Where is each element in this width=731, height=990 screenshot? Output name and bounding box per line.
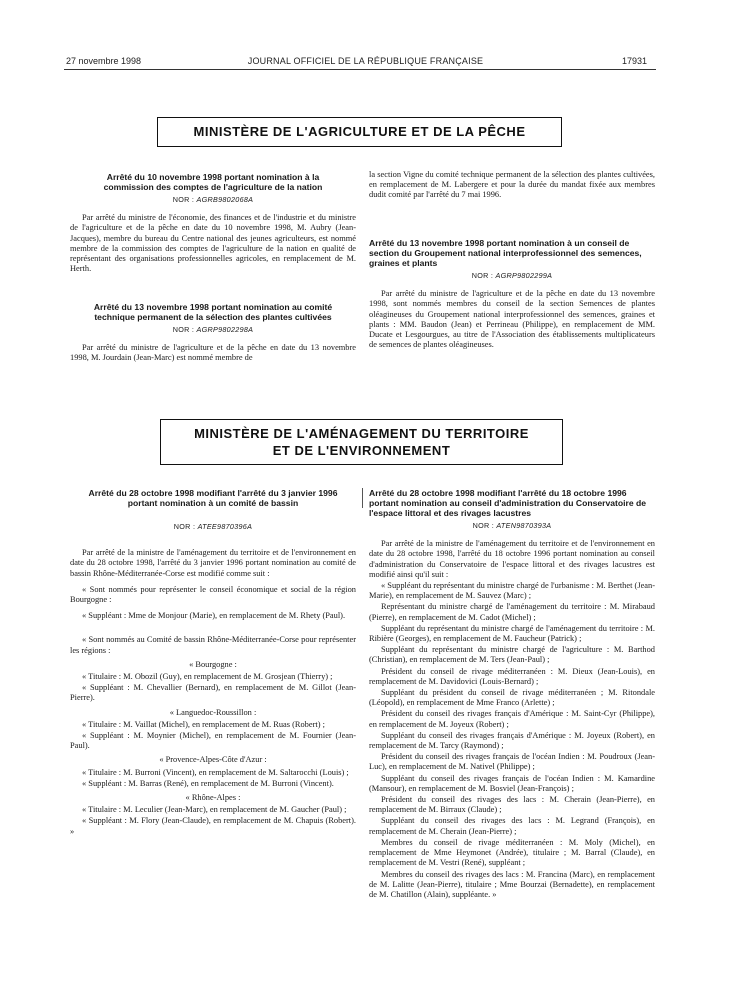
paragraph: « Suppléant du représentant du ministre chargé de l'urbanisme : M. Berthet (Jean-Marie), en remplacement de M. Sauvez (Marc) ; bbox=[369, 581, 655, 601]
paragraph: Suppléant du conseil des rivages français d'Amérique : M. Joyeux (Robert), en remplacement de M. Tarcy (Raymond) ; bbox=[369, 730, 655, 751]
article-title: Arrêté du 10 novembre 1998 portant nomination à la commission des comptes de l'agriculture de la nation bbox=[103, 172, 323, 192]
article-comite-bassin bbox=[70, 488, 356, 837]
paragraph: « Titulaire : M. Leculier (Jean-Marc), en remplacement de M. Gaucher (Paul) ; bbox=[82, 805, 347, 815]
header-rule bbox=[64, 69, 656, 70]
ministry-amenagement-banner bbox=[160, 419, 563, 465]
nor-code: AGRP9802298A bbox=[196, 325, 254, 334]
paragraph: Président du conseil de rivage méditerranéen : M. Dieux (Jean-Louis), en remplacement de M. Davidovici (Louis-Bernard) ; bbox=[369, 666, 655, 686]
nor-label: NOR : bbox=[172, 325, 195, 334]
article-title: Arrêté du 13 novembre 1998 portant nomination au comité technique permanent de la sélection des plantes cultivées bbox=[93, 302, 333, 322]
article-conseil-section bbox=[369, 238, 655, 350]
nor-code: AGRP9802299A bbox=[495, 271, 553, 280]
nor-label: NOR : bbox=[472, 521, 495, 530]
region-heading: « Languedoc-Roussillon : bbox=[169, 707, 257, 717]
page-number: 17931 bbox=[622, 56, 648, 66]
nor-label: NOR : bbox=[471, 271, 494, 280]
nor-code: ATEN9870393A bbox=[496, 521, 552, 530]
nor-reference bbox=[369, 521, 655, 531]
paragraph: Représentant du ministre chargé de l'aménagement du territoire : M. Mirabaud (Pierre), en remplacement de M. Cadot (Michel) ; bbox=[369, 602, 655, 622]
paragraph: Suppléant du représentant du ministre chargé de l'aménagement du territoire : M. Ribière (Georges), en remplacement de M. Faucheur (Patrick) ; bbox=[369, 623, 655, 644]
paragraph: Président du conseil des rivages français de l'océan Indien : M. Poudroux (Jean-Luc), en remplacement de M. Nativel (Philippe) ; bbox=[369, 752, 655, 772]
paragraph: Membres du conseil de rivage méditerranéen : M. Moly (Michel), en remplacement de Mme Heymonet (Andrée), titulaire ; M. Barral (Claude), en remplacement de M. Vestri (René), suppléant ; bbox=[369, 837, 655, 868]
article-title: Arrêté du 28 octobre 1998 modifiant l'arrêté du 3 janvier 1996 portant nomination à un comité de bassin bbox=[88, 488, 338, 508]
paragraph: Suppléant du président du conseil de rivage méditerranéen ; M. Ritondale (Léopold), en remplacement de Mme Franco (Arlette) ; bbox=[369, 688, 655, 708]
paragraph: Par arrêté de la ministre de l'aménagement du territoire et de l'environnement en date du 28 octobre 1998, l'arrêté du 18 octobre 1996 portant nomination au conseil d'administration du Conservatoire de l'espace littoral et des rivages lacustres est modifié ainsi qu'il suit : bbox=[369, 539, 655, 579]
nor-reference bbox=[369, 271, 655, 281]
paragraph: « Suppléant : Mme de Monjour (Marie), en remplacement de M. Rhety (Paul). bbox=[82, 611, 346, 621]
paragraph: « Suppléant : M. Moynier (Michel), en remplacement de M. Fournier (Jean-Paul). bbox=[70, 731, 356, 751]
article-body-continued: la section Vigne du comité technique permanent de la sélection des plantes cultivées, en remplacement de M. Labergere et pour la durée du mandat fixée aux membres dudit comité par l'arrêté du 7 mai 1996. bbox=[369, 170, 655, 200]
region-heading: « Bourgogne : bbox=[189, 659, 237, 669]
paragraph: Suppléant du conseil des rivages français de l'océan Indien : M. Kamardine (Mansour), en remplacement de M. Bosviel (Jean-François) ; bbox=[369, 773, 655, 793]
nor-reference bbox=[70, 522, 356, 532]
region-heading: « Rhône-Alpes : bbox=[185, 793, 241, 803]
ministry-line-1: MINISTÈRE DE L'AMÉNAGEMENT DU TERRITOIRE bbox=[194, 426, 529, 441]
article-comptes-agriculture bbox=[70, 172, 356, 274]
article-body: Par arrêté du ministre de l'agriculture et de la pêche en date du 13 novembre 1998, M. Jourdain (Jean-Marc) est nommé membre de bbox=[70, 343, 356, 363]
nor-reference bbox=[70, 195, 356, 205]
article-comite-technique-continued bbox=[369, 170, 655, 201]
article-title: Arrêté du 13 novembre 1998 portant nomination à un conseil de section du Groupement national interprofessionnel des semences, graines et plants bbox=[369, 238, 642, 268]
header-date: 27 novembre 1998 bbox=[66, 56, 142, 66]
paragraph: Suppléant du représentant du ministre chargé de l'agriculture : M. Barthod (Christian), en remplacement de M. Ters (Jean-Paul) ; bbox=[369, 645, 655, 665]
paragraph: « Suppléant : M. Barras (René), en remplacement de M. Burroni (Vincent). bbox=[82, 778, 334, 788]
paragraph: « Titulaire : M. Obozil (Guy), en remplacement de M. Grosjean (Thierry) ; bbox=[82, 672, 333, 682]
nor-code: ATEE9870396A bbox=[197, 522, 253, 531]
article-body: Par arrêté du ministre de l'agriculture et de la pêche en date du 13 novembre 1998, sont nommés membres du conseil de la section Semences de plantes oléagineuses du Groupement national interprofessionnel des semences, graines et plants : MM. Baudon (Jean) et Perrineau (Philippe), en remplacement de MM. Ducate et Lesgourgues, au titre de l'Association des établissements multiplicateurs de semences de plantes oléagineuses. bbox=[369, 289, 655, 350]
nor-code: AGRB9802068A bbox=[196, 195, 254, 204]
article-intro: Par arrêté de la ministre de l'aménagement du territoire et de l'environnement en date du 28 octobre 1998, l'arrêté du 3 janvier 1996 portant nomination au comité de bassin Rhône-Méditerranée-Corse est modifié comme suit : bbox=[70, 548, 356, 578]
column-divider bbox=[362, 488, 363, 508]
paragraph: Président du conseil des rivages des lacs : M. Cherain (Jean-Pierre), en remplacement de M. Birraux (Claude) ; bbox=[369, 795, 655, 815]
paragraph: « Suppléant : M. Chevallier (Bernard), en remplacement de M. Gillot (Jean-Pierre). bbox=[70, 683, 356, 703]
nor-label: NOR : bbox=[172, 195, 195, 204]
ministry-agriculture-banner: MINISTÈRE DE L'AGRICULTURE ET DE LA PÊCHE bbox=[157, 117, 562, 147]
paragraph: « Titulaire : M. Burroni (Vincent), en remplacement de M. Saltarocchi (Louis) ; bbox=[82, 767, 349, 777]
paragraph: Président du conseil des rivages français d'Amérique : M. Saint-Cyr (Philippe), en remplacement de M. Joyeux (Robert) ; bbox=[369, 709, 655, 729]
article-comite-technique bbox=[70, 302, 356, 364]
paragraph: Suppléant du conseil des rivages des lacs : M. Legrand (François), en remplacement de M. Cherain (Jean-Pierre) ; bbox=[369, 816, 655, 836]
nor-label: NOR : bbox=[173, 522, 196, 531]
paragraph: « Titulaire : M. Vaillat (Michel), en remplacement de M. Ruas (Robert) ; bbox=[82, 719, 325, 729]
paragraph: « Suppléant : M. Flory (Jean-Claude), en remplacement de M. Chapuis (Robert). » bbox=[70, 816, 356, 836]
region-heading: « Provence-Alpes-Côte d'Azur : bbox=[159, 755, 267, 765]
nor-reference bbox=[70, 325, 356, 335]
paragraph: « Sont nommés au Comité de bassin Rhône-Méditerranée-Corse pour représenter les régions : bbox=[70, 635, 356, 655]
paragraph: « Sont nommés pour représenter le conseil économique et social de la région Bourgogne : bbox=[70, 584, 356, 605]
paragraph: Membres du conseil des rivages des lacs : M. Francina (Marc), en remplacement de M. Lalitte (Jean-Pierre), titulaire ; Mme Bourzai (Bernadette), en remplacement de M. Chatillon (Alain), suppléante. » bbox=[369, 869, 655, 899]
ministry-line-2: ET DE L'ENVIRONNEMENT bbox=[272, 443, 451, 458]
article-body: Par arrêté du ministre de l'économie, des finances et de l'industrie et du ministre de l'agriculture et de la pêche en date du 10 novembre 1998, M. Aubry (Jean-Jacques), membre du bureau du Centre national des jeunes agriculteurs, est nommé membre de la commission des comptes de l'agriculture de la nation en qualité de représentant des organisations professionnelles agricoles, en remplacement de M. Herth. bbox=[70, 213, 356, 274]
article-conservatoire-littoral bbox=[369, 488, 655, 900]
journal-title: JOURNAL OFFICIEL DE LA RÉPUBLIQUE FRANÇAISE bbox=[247, 56, 484, 66]
article-title: Arrêté du 28 octobre 1998 modifiant l'arrêté du 18 octobre 1996 portant nomination au conseil d'administration du Conservatoire de l'espace littoral et des rivages lacustres bbox=[369, 488, 647, 518]
